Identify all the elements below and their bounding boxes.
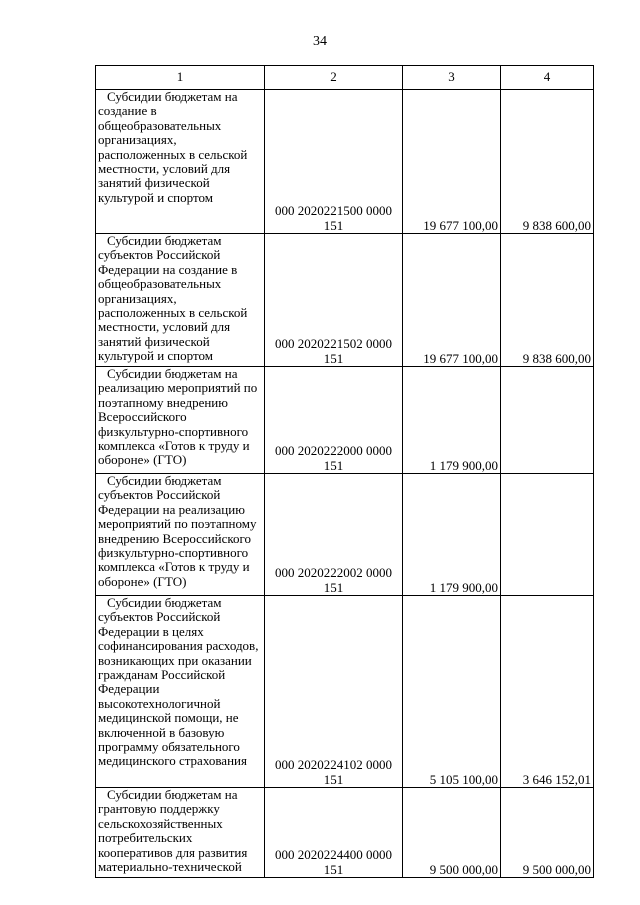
table-row [96, 367, 594, 474]
row-description: Субсидии бюджетам субъектов Российской Федерации в целях софинансирования расходов, возникающих при оказании гражданам Российской Федерации высокотехнологичной медицинской помощи, не включенной в базовую программу обязательного медицинского страхования [96, 596, 265, 788]
row-description: Субсидии бюджетам субъектов Российской Федерации на реализацию мероприятий по поэтапному внедрению Всероссийского физкультурно-спортивного комплекса «Готов к труду и обороне» (ГТО) [96, 474, 265, 596]
row-amount-1: 1 179 900,00 [403, 367, 501, 474]
table-row [96, 234, 594, 367]
row-description: Субсидии бюджетам субъектов Российской Федерации на создание в общеобразовательных организациях, расположенных в сельской местности, условий для занятий физической культурой и спортом [96, 234, 265, 367]
row-amount-2: 9 500 000,00 [501, 788, 594, 878]
row-amount-2: 3 646 152,01 [501, 596, 594, 788]
budget-table [95, 65, 594, 878]
table-row [96, 90, 594, 234]
row-amount-2: 9 838 600,00 [501, 234, 594, 367]
row-budget-code: 000 2020221500 0000 151 [265, 90, 403, 234]
row-amount-1: 19 677 100,00 [403, 90, 501, 234]
row-amount-2: 9 838 600,00 [501, 90, 594, 234]
column-header-1: 1 [96, 66, 265, 90]
row-budget-code: 000 2020221502 0000 151 [265, 234, 403, 367]
table-row [96, 474, 594, 596]
table-row [96, 596, 594, 788]
row-description: Субсидии бюджетам на создание в общеобразовательных организациях, расположенных в сельской местности, условий для занятий физической культурой и спортом [96, 90, 265, 234]
row-description: Субсидии бюджетам на грантовую поддержку сельскохозяйственных потребительских кооперативов для развития материально-технической [96, 788, 265, 878]
row-amount-2 [501, 474, 594, 596]
row-budget-code: 000 2020222000 0000 151 [265, 367, 403, 474]
page-number: 34 [313, 34, 327, 49]
column-header-2: 2 [265, 66, 403, 90]
row-amount-1: 9 500 000,00 [403, 788, 501, 878]
row-amount-2 [501, 367, 594, 474]
row-amount-1: 5 105 100,00 [403, 596, 501, 788]
row-description: Субсидии бюджетам на реализацию мероприятий по поэтапному внедрению Всероссийского физкультурно-спортивного комплекса «Готов к труду и обороне» (ГТО) [96, 367, 265, 474]
table-row [96, 788, 594, 878]
column-header-4: 4 [501, 66, 594, 90]
row-budget-code: 000 2020224400 0000 151 [265, 788, 403, 878]
row-budget-code: 000 2020222002 0000 151 [265, 474, 403, 596]
row-amount-1: 1 179 900,00 [403, 474, 501, 596]
header-row [96, 66, 594, 90]
column-header-3: 3 [403, 66, 501, 90]
row-budget-code: 000 2020224102 0000 151 [265, 596, 403, 788]
row-amount-1: 19 677 100,00 [403, 234, 501, 367]
